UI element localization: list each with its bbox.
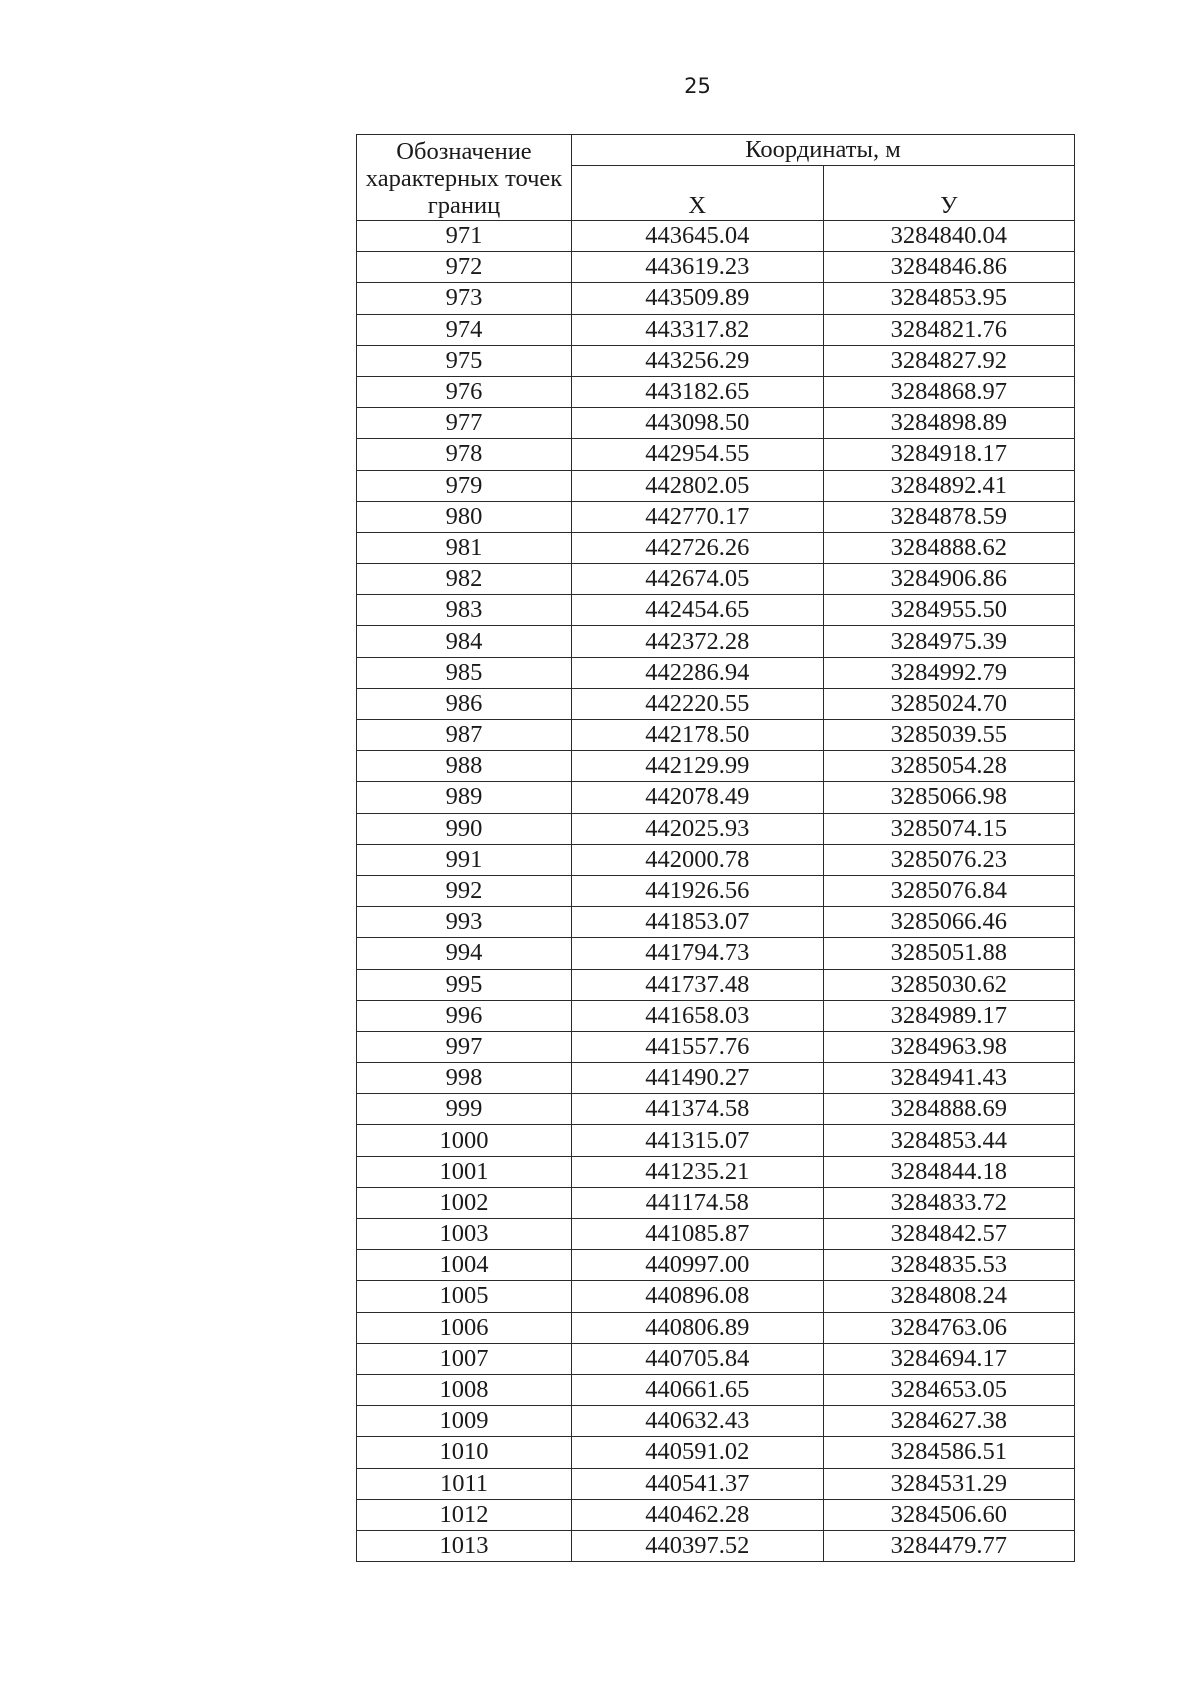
x-coordinate-cell: 442372.28 — [572, 626, 824, 657]
point-cell: 975 — [357, 345, 572, 376]
x-coordinate-cell: 442454.65 — [572, 595, 824, 626]
point-cell: 1013 — [357, 1530, 572, 1561]
point-cell: 984 — [357, 626, 572, 657]
point-cell: 1001 — [357, 1156, 572, 1187]
y-coordinate-cell: 3285024.70 — [823, 688, 1075, 719]
x-coordinate-cell: 442178.50 — [572, 720, 824, 751]
point-cell: 979 — [357, 470, 572, 501]
table-row — [357, 314, 1075, 345]
y-coordinate-cell: 3284868.97 — [823, 376, 1075, 407]
table-row — [357, 1000, 1075, 1031]
x-coordinate-cell: 441926.56 — [572, 875, 824, 906]
x-coordinate-cell: 443182.65 — [572, 376, 824, 407]
table-row — [357, 1031, 1075, 1062]
y-coordinate-cell: 3284586.51 — [823, 1437, 1075, 1468]
y-coordinate-cell: 3284955.50 — [823, 595, 1075, 626]
x-coordinate-cell: 440806.89 — [572, 1312, 824, 1343]
y-coordinate-cell: 3284627.38 — [823, 1406, 1075, 1437]
x-coordinate-cell: 441374.58 — [572, 1094, 824, 1125]
x-coordinate-cell: 441853.07 — [572, 907, 824, 938]
point-cell: 972 — [357, 252, 572, 283]
y-coordinate-cell: 3284840.04 — [823, 221, 1075, 252]
page-number: 25 — [684, 74, 711, 98]
x-coordinate-cell: 442726.26 — [572, 532, 824, 563]
table-row — [357, 1281, 1075, 1312]
y-coordinate-cell: 3284888.62 — [823, 532, 1075, 563]
table-row — [357, 221, 1075, 252]
y-coordinate-cell: 3285039.55 — [823, 720, 1075, 751]
point-cell: 990 — [357, 813, 572, 844]
y-coordinate-cell: 3284694.17 — [823, 1343, 1075, 1374]
x-coordinate-cell: 441794.73 — [572, 938, 824, 969]
y-coordinate-cell: 3284853.95 — [823, 283, 1075, 314]
y-coordinate-cell: 3284906.86 — [823, 564, 1075, 595]
x-coordinate-cell: 442129.99 — [572, 751, 824, 782]
table-body — [357, 221, 1075, 1562]
table-row — [357, 252, 1075, 283]
x-coordinate-cell: 442000.78 — [572, 844, 824, 875]
table-row — [357, 844, 1075, 875]
x-coordinate-cell: 443098.50 — [572, 408, 824, 439]
point-cell: 980 — [357, 501, 572, 532]
y-coordinate-cell: 3284878.59 — [823, 501, 1075, 532]
table-row — [357, 1219, 1075, 1250]
x-coordinate-cell: 440632.43 — [572, 1406, 824, 1437]
table-row — [357, 1499, 1075, 1530]
table-row — [357, 408, 1075, 439]
point-cell: 998 — [357, 1063, 572, 1094]
point-cell: 974 — [357, 314, 572, 345]
x-coordinate-cell: 443317.82 — [572, 314, 824, 345]
table-row — [357, 1343, 1075, 1374]
x-coordinate-cell: 440896.08 — [572, 1281, 824, 1312]
table-row — [357, 439, 1075, 470]
x-coordinate-cell: 440397.52 — [572, 1530, 824, 1561]
x-coordinate-cell: 441235.21 — [572, 1156, 824, 1187]
table-row — [357, 1437, 1075, 1468]
y-coordinate-cell: 3284892.41 — [823, 470, 1075, 501]
table-row — [357, 969, 1075, 1000]
x-coordinate-cell: 440541.37 — [572, 1468, 824, 1499]
point-cell: 989 — [357, 782, 572, 813]
y-coordinate-cell: 3284763.06 — [823, 1312, 1075, 1343]
x-coordinate-cell: 441557.76 — [572, 1031, 824, 1062]
table-row — [357, 283, 1075, 314]
y-coordinate-cell: 3284918.17 — [823, 439, 1075, 470]
y-coordinate-cell: 3284833.72 — [823, 1187, 1075, 1218]
point-cell: 977 — [357, 408, 572, 439]
x-coordinate-cell: 442025.93 — [572, 813, 824, 844]
point-cell: 983 — [357, 595, 572, 626]
y-coordinate-cell: 3284653.05 — [823, 1374, 1075, 1405]
point-cell: 997 — [357, 1031, 572, 1062]
table-row — [357, 1312, 1075, 1343]
point-column-header: Обозначение характерных точек границ — [357, 135, 572, 221]
y-coordinate-cell: 3284975.39 — [823, 626, 1075, 657]
point-cell: 986 — [357, 688, 572, 719]
y-coordinate-cell: 3284846.86 — [823, 252, 1075, 283]
y-coordinate-cell: 3284842.57 — [823, 1219, 1075, 1250]
y-coordinate-cell: 3284808.24 — [823, 1281, 1075, 1312]
y-coordinate-cell: 3284853.44 — [823, 1125, 1075, 1156]
y-coordinate-cell: 3285066.46 — [823, 907, 1075, 938]
x-coordinate-cell: 440705.84 — [572, 1343, 824, 1374]
point-cell: 973 — [357, 283, 572, 314]
table-row — [357, 875, 1075, 906]
y-coordinate-cell: 3285076.84 — [823, 875, 1075, 906]
table-row — [357, 1063, 1075, 1094]
y-coordinate-cell: 3284531.29 — [823, 1468, 1075, 1499]
y-coordinate-cell: 3284898.89 — [823, 408, 1075, 439]
point-cell: 1000 — [357, 1125, 572, 1156]
table-row — [357, 1468, 1075, 1499]
table-header-row — [357, 135, 1075, 166]
table-row — [357, 1406, 1075, 1437]
y-coordinate-cell: 3285030.62 — [823, 969, 1075, 1000]
point-cell: 995 — [357, 969, 572, 1000]
point-cell: 1002 — [357, 1187, 572, 1218]
table-row — [357, 1156, 1075, 1187]
point-cell: 982 — [357, 564, 572, 595]
point-cell: 976 — [357, 376, 572, 407]
table-row — [357, 595, 1075, 626]
y-coordinate-cell: 3284941.43 — [823, 1063, 1075, 1094]
point-cell: 992 — [357, 875, 572, 906]
point-cell: 985 — [357, 657, 572, 688]
point-cell: 1011 — [357, 1468, 572, 1499]
point-cell: 978 — [357, 439, 572, 470]
point-cell: 981 — [357, 532, 572, 563]
x-coordinate-cell: 442802.05 — [572, 470, 824, 501]
point-cell: 1009 — [357, 1406, 572, 1437]
y-coordinate-cell: 3285051.88 — [823, 938, 1075, 969]
point-cell: 996 — [357, 1000, 572, 1031]
table-row — [357, 501, 1075, 532]
x-coordinate-cell: 443645.04 — [572, 221, 824, 252]
table-row — [357, 1187, 1075, 1218]
x-coordinate-cell: 440997.00 — [572, 1250, 824, 1281]
table-row — [357, 813, 1075, 844]
table-row — [357, 1094, 1075, 1125]
x-coordinate-cell: 442674.05 — [572, 564, 824, 595]
point-cell: 994 — [357, 938, 572, 969]
point-cell: 988 — [357, 751, 572, 782]
x-coordinate-cell: 441658.03 — [572, 1000, 824, 1031]
table-row — [357, 1530, 1075, 1561]
point-cell: 971 — [357, 221, 572, 252]
x-coordinate-cell: 441490.27 — [572, 1063, 824, 1094]
table-row — [357, 626, 1075, 657]
y-coordinate-cell: 3285076.23 — [823, 844, 1075, 875]
table-row — [357, 751, 1075, 782]
table-row — [357, 657, 1075, 688]
x-coordinate-cell: 441315.07 — [572, 1125, 824, 1156]
point-cell: 1003 — [357, 1219, 572, 1250]
table-row — [357, 470, 1075, 501]
y-coordinate-cell: 3284989.17 — [823, 1000, 1075, 1031]
point-cell: 987 — [357, 720, 572, 751]
table-row — [357, 532, 1075, 563]
y-coordinate-cell: 3285074.15 — [823, 813, 1075, 844]
table-row — [357, 564, 1075, 595]
x-coordinate-cell: 442220.55 — [572, 688, 824, 719]
point-cell: 1006 — [357, 1312, 572, 1343]
y-coordinate-cell: 3284963.98 — [823, 1031, 1075, 1062]
table-row — [357, 345, 1075, 376]
y-coordinate-cell: 3284992.79 — [823, 657, 1075, 688]
y-coordinate-cell: 3284888.69 — [823, 1094, 1075, 1125]
point-cell: 1012 — [357, 1499, 572, 1530]
coordinates-table — [356, 134, 1075, 1562]
point-cell: 1007 — [357, 1343, 572, 1374]
table-row — [357, 1250, 1075, 1281]
x-coordinate-cell: 440661.65 — [572, 1374, 824, 1405]
x-coordinate-cell: 443509.89 — [572, 283, 824, 314]
point-cell: 1005 — [357, 1281, 572, 1312]
y-coordinate-cell: 3284506.60 — [823, 1499, 1075, 1530]
x-coordinate-cell: 441174.58 — [572, 1187, 824, 1218]
y-coordinate-cell: 3284479.77 — [823, 1530, 1075, 1561]
point-cell: 1010 — [357, 1437, 572, 1468]
point-cell: 1004 — [357, 1250, 572, 1281]
x-coordinate-cell: 440462.28 — [572, 1499, 824, 1530]
y-coordinate-cell: 3285054.28 — [823, 751, 1075, 782]
x-coordinate-cell: 441737.48 — [572, 969, 824, 1000]
y-coordinate-cell: 3285066.98 — [823, 782, 1075, 813]
table-row — [357, 907, 1075, 938]
table-row — [357, 720, 1075, 751]
y-coordinate-cell: 3284844.18 — [823, 1156, 1075, 1187]
table-row — [357, 376, 1075, 407]
point-cell: 1008 — [357, 1374, 572, 1405]
x-coordinate-cell: 442078.49 — [572, 782, 824, 813]
x-column-header: X — [572, 166, 824, 221]
x-coordinate-cell: 443619.23 — [572, 252, 824, 283]
point-cell: 999 — [357, 1094, 572, 1125]
point-cell: 991 — [357, 844, 572, 875]
x-coordinate-cell: 442954.55 — [572, 439, 824, 470]
point-cell: 993 — [357, 907, 572, 938]
table-row — [357, 1374, 1075, 1405]
table-row — [357, 782, 1075, 813]
x-coordinate-cell: 442770.17 — [572, 501, 824, 532]
table-header — [357, 135, 1075, 221]
y-coordinate-cell: 3284821.76 — [823, 314, 1075, 345]
y-column-header: У — [823, 166, 1075, 221]
x-coordinate-cell: 441085.87 — [572, 1219, 824, 1250]
y-coordinate-cell: 3284827.92 — [823, 345, 1075, 376]
coordinates-group-header: Координаты, м — [572, 135, 1075, 166]
y-coordinate-cell: 3284835.53 — [823, 1250, 1075, 1281]
table-row — [357, 688, 1075, 719]
table-row — [357, 938, 1075, 969]
x-coordinate-cell: 442286.94 — [572, 657, 824, 688]
x-coordinate-cell: 440591.02 — [572, 1437, 824, 1468]
x-coordinate-cell: 443256.29 — [572, 345, 824, 376]
table-row — [357, 1125, 1075, 1156]
